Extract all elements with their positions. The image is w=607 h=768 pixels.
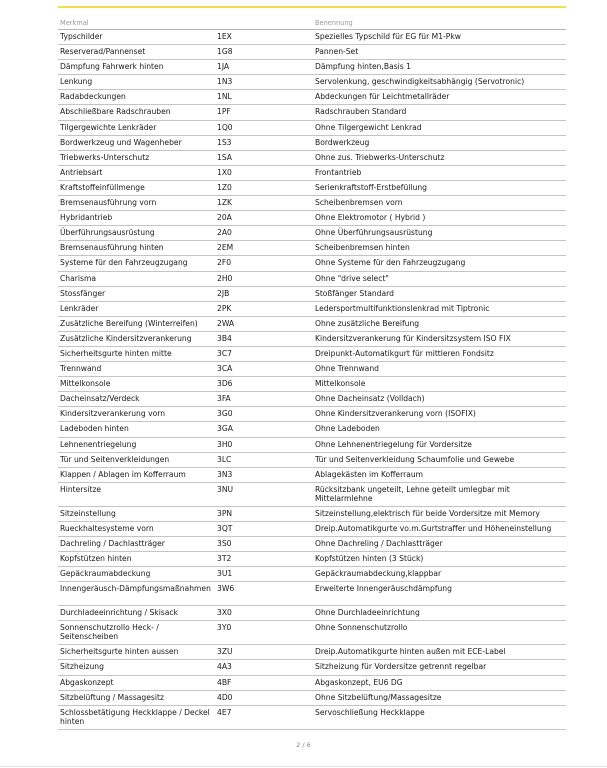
cell-code: 3ZU — [215, 645, 313, 660]
cell-description: Tür und Seitenverkleidung Schaumfolie und Gewebe — [313, 452, 566, 467]
cell-description: Kindersitzverankerung für Kindersitzsystem ISO FIX — [313, 331, 566, 346]
cell-feature: Lenkräder — [58, 301, 215, 316]
table-row — [58, 645, 566, 660]
cell-description: Ohne zus. Triebwerks-Unterschutz — [313, 150, 566, 165]
cell-description: Ablagekästen im Kofferraum — [313, 467, 566, 482]
cell-feature: Dämpfung Fahrwerk hinten — [58, 60, 215, 75]
table-row — [58, 346, 566, 361]
cell-code: 3B4 — [215, 331, 313, 346]
cell-feature: Sonnenschutzrollo Heck- / Seitenscheiben — [58, 621, 215, 645]
cell-code: 3H0 — [215, 437, 313, 452]
cell-code: 3Y0 — [215, 621, 313, 645]
table-row — [58, 621, 566, 645]
cell-description: Servoschließung Heckklappe — [313, 705, 566, 729]
cell-code: 3U1 — [215, 567, 313, 582]
cell-feature: Bordwerkzeug und Wagenheber — [58, 135, 215, 150]
cell-code: 1NL — [215, 90, 313, 105]
table-row — [58, 660, 566, 675]
table-row — [58, 521, 566, 536]
table-row — [58, 567, 566, 582]
cell-feature: Triebwerks-Unterschutz — [58, 150, 215, 165]
cell-code: 3QT — [215, 521, 313, 536]
table-body — [58, 30, 566, 730]
header-description: Benennung — [313, 16, 566, 30]
cell-description: Gepäckraumabdeckung,klappbar — [313, 567, 566, 582]
cell-code: 2A0 — [215, 226, 313, 241]
cell-feature: Mittelkonsole — [58, 377, 215, 392]
cell-feature: Sicherheitsgurte hinten mitte — [58, 346, 215, 361]
cell-feature: Kindersitzverankerung vorn — [58, 407, 215, 422]
cell-feature: Reserverad/Pannenset — [58, 45, 215, 60]
table-row — [58, 135, 566, 150]
cell-feature: Kraftstoffeinfüllmenge — [58, 180, 215, 195]
cell-feature: Durchladeeinrichtung / Skisack — [58, 606, 215, 621]
table-row — [58, 482, 566, 506]
cell-code: 1G8 — [215, 45, 313, 60]
cell-code: 3W6 — [215, 582, 313, 606]
table-row — [58, 180, 566, 195]
table-row — [58, 377, 566, 392]
table-row — [58, 422, 566, 437]
table-row — [58, 331, 566, 346]
accent-divider — [58, 6, 566, 8]
table-row — [58, 675, 566, 690]
table-row — [58, 552, 566, 567]
cell-description: Kopfstützen hinten (3 Stück) — [313, 552, 566, 567]
cell-code: 3PN — [215, 506, 313, 521]
cell-feature: Innengeräusch-Dämpfungsmaßnahmen — [58, 582, 215, 606]
table-row — [58, 256, 566, 271]
cell-description: Radschrauben Standard — [313, 105, 566, 120]
cell-feature: Bremsenausführung hinten — [58, 241, 215, 256]
cell-feature: Abgaskonzept — [58, 675, 215, 690]
cell-description: Ohne Durchladeeinrichtung — [313, 606, 566, 621]
cell-feature: Rueckhaltesysteme vorn — [58, 521, 215, 536]
cell-feature: Charisma — [58, 271, 215, 286]
table-row — [58, 690, 566, 705]
cell-description: Ohne Ladeboden — [313, 422, 566, 437]
table-row — [58, 75, 566, 90]
table-row — [58, 105, 566, 120]
table-row — [58, 316, 566, 331]
cell-code: 4A3 — [215, 660, 313, 675]
cell-feature: Tür und Seitenverkleidungen — [58, 452, 215, 467]
cell-description: Ohne Tilgergewicht Lenkrad — [313, 120, 566, 135]
cell-code: 3CA — [215, 362, 313, 377]
cell-feature: Dachreling / Dachlastträger — [58, 537, 215, 552]
table-header-row — [58, 16, 566, 30]
cell-description: Sitzheizung für Vordersitze getrennt regelbar — [313, 660, 566, 675]
cell-feature: Hintersitze — [58, 482, 215, 506]
table-row — [58, 407, 566, 422]
table-row — [58, 150, 566, 165]
table-row — [58, 392, 566, 407]
cell-code: 1N3 — [215, 75, 313, 90]
cell-code: 2JB — [215, 286, 313, 301]
cell-description: Rücksitzbank ungeteilt, Lehne geteilt umlegbar mit Mittelarmlehne — [313, 482, 566, 506]
table-row — [58, 241, 566, 256]
cell-code: 4D0 — [215, 690, 313, 705]
cell-code: 1Z0 — [215, 180, 313, 195]
cell-description: Erweiterte Innengeräuschdämpfung — [313, 582, 566, 606]
cell-description: Serienkraftstoff-Erstbefüllung — [313, 180, 566, 195]
cell-code: 3T2 — [215, 552, 313, 567]
cell-description: Ohne Dacheinsatz (Volldach) — [313, 392, 566, 407]
cell-feature: Schlossbetätigung Heckklappe / Deckel hinten — [58, 705, 215, 729]
table-row — [58, 211, 566, 226]
cell-feature: Lenkung — [58, 75, 215, 90]
cell-code: 3FA — [215, 392, 313, 407]
cell-code: 1PF — [215, 105, 313, 120]
cell-description: Stoßfänger Standard — [313, 286, 566, 301]
cell-code: 3NU — [215, 482, 313, 506]
cell-description: Pannen-Set — [313, 45, 566, 60]
table-row — [58, 165, 566, 180]
cell-feature: Zusätzliche Kindersitzverankerung — [58, 331, 215, 346]
cell-feature: Sitzeinstellung — [58, 506, 215, 521]
cell-description: Spezielles Typschild für EG für M1-Pkw — [313, 30, 566, 45]
cell-feature: Kopfstützen hinten — [58, 552, 215, 567]
cell-feature: Überführungsausrüstung — [58, 226, 215, 241]
cell-description: Ohne Überführungsausrüstung — [313, 226, 566, 241]
cell-code: 3C7 — [215, 346, 313, 361]
page-bottom-divider — [0, 766, 607, 767]
table-row — [58, 452, 566, 467]
cell-code: 1SA — [215, 150, 313, 165]
cell-description: Abgaskonzept, EU6 DG — [313, 675, 566, 690]
cell-feature: Typschilder — [58, 30, 215, 45]
cell-description: Dämpfung hinten,Basis 1 — [313, 60, 566, 75]
cell-code: 1Q0 — [215, 120, 313, 135]
cell-code: 3S0 — [215, 537, 313, 552]
cell-description: Ohne zusätzliche Bereifung — [313, 316, 566, 331]
cell-code: 3LC — [215, 452, 313, 467]
cell-feature: Trennwand — [58, 362, 215, 377]
table-row — [58, 506, 566, 521]
cell-description: Ledersportmultifunktionslenkrad mit Tiptronic — [313, 301, 566, 316]
cell-description: Dreip.Automatikgurte hinten außen mit ECE-Label — [313, 645, 566, 660]
table-row — [58, 362, 566, 377]
cell-description: Abdeckungen für Leichtmetallräder — [313, 90, 566, 105]
cell-code: 2H0 — [215, 271, 313, 286]
table-row — [58, 196, 566, 211]
cell-description: Ohne Kindersitzverankerung vorn (ISOFIX) — [313, 407, 566, 422]
table-row — [58, 226, 566, 241]
cell-description: Ohne Systeme für den Fahrzeugzugang — [313, 256, 566, 271]
page-indicator: 2 / 6 — [296, 741, 311, 749]
cell-description: Sitzeinstellung,elektrisch für beide Vordersitze mit Memory — [313, 506, 566, 521]
cell-code: 2PK — [215, 301, 313, 316]
cell-feature: Antriebsart — [58, 165, 215, 180]
table-row — [58, 45, 566, 60]
cell-feature: Sicherheitsgurte hinten aussen — [58, 645, 215, 660]
header-code — [215, 16, 313, 30]
cell-description: Servolenkung, geschwindigkeitsabhängig (Servotronic) — [313, 75, 566, 90]
cell-description: Dreipunkt-Automatikgurt für mittleren Fondsitz — [313, 346, 566, 361]
table-row — [58, 60, 566, 75]
cell-code: 4BF — [215, 675, 313, 690]
cell-feature: Hybridantrieb — [58, 211, 215, 226]
cell-code: 3GA — [215, 422, 313, 437]
table-row — [58, 90, 566, 105]
cell-feature: Sitzheizung — [58, 660, 215, 675]
cell-description: Ohne Trennwand — [313, 362, 566, 377]
cell-code: 20A — [215, 211, 313, 226]
cell-feature: Klappen / Ablagen im Kofferraum — [58, 467, 215, 482]
cell-feature: Dacheinsatz/Verdeck — [58, 392, 215, 407]
cell-description: Ohne Dachreling / Dachlastträger — [313, 537, 566, 552]
cell-feature: Radabdeckungen — [58, 90, 215, 105]
cell-description: Bordwerkzeug — [313, 135, 566, 150]
cell-code: 4E7 — [215, 705, 313, 729]
cell-description: Ohne Sonnenschutzrollo — [313, 621, 566, 645]
cell-feature: Zusätzliche Bereifung (Winterreifen) — [58, 316, 215, 331]
cell-feature: Bremsenausführung vorn — [58, 196, 215, 211]
cell-feature: Lehnenentriegelung — [58, 437, 215, 452]
table-row — [58, 467, 566, 482]
table-row — [58, 301, 566, 316]
table-row — [58, 606, 566, 621]
table-row — [58, 582, 566, 606]
equipment-table — [58, 16, 566, 730]
cell-feature: Ladeboden hinten — [58, 422, 215, 437]
cell-code: 1X0 — [215, 165, 313, 180]
cell-feature: Abschließbare Radschrauben — [58, 105, 215, 120]
cell-description: Ohne Lehnenentriegelung für Vordersitze — [313, 437, 566, 452]
table-row — [58, 537, 566, 552]
table-row — [58, 271, 566, 286]
cell-code: 2WA — [215, 316, 313, 331]
table-row — [58, 705, 566, 729]
cell-code: 1ZK — [215, 196, 313, 211]
cell-code: 1EX — [215, 30, 313, 45]
cell-code: 1JA — [215, 60, 313, 75]
cell-code: 2EM — [215, 241, 313, 256]
cell-description: Scheibenbremsen vorn — [313, 196, 566, 211]
cell-feature: Stossfänger — [58, 286, 215, 301]
cell-code: 2F0 — [215, 256, 313, 271]
table-row — [58, 437, 566, 452]
cell-code: 3G0 — [215, 407, 313, 422]
cell-description: Ohne "drive select" — [313, 271, 566, 286]
cell-description: Mittelkonsole — [313, 377, 566, 392]
cell-description: Ohne Sitzbelüftung/Massagesitze — [313, 690, 566, 705]
cell-description: Frontantrieb — [313, 165, 566, 180]
cell-code: 1S3 — [215, 135, 313, 150]
cell-feature: Sitzbelüftung / Massagesitz — [58, 690, 215, 705]
table-row — [58, 120, 566, 135]
cell-code: 3N3 — [215, 467, 313, 482]
table-row — [58, 286, 566, 301]
cell-code: 3X0 — [215, 606, 313, 621]
cell-feature: Gepäckraumabdeckung — [58, 567, 215, 582]
cell-feature: Tilgergewichte Lenkräder — [58, 120, 215, 135]
header-feature: Merkmal — [58, 16, 215, 30]
cell-code: 3D6 — [215, 377, 313, 392]
table-row — [58, 30, 566, 45]
cell-feature: Systeme für den Fahrzeugzugang — [58, 256, 215, 271]
cell-description: Dreip.Automatikgurte vo.m.Gurtstraffer und Höheneinstellung — [313, 521, 566, 536]
cell-description: Ohne Elektromotor ( Hybrid ) — [313, 211, 566, 226]
cell-description: Scheibenbremsen hinten — [313, 241, 566, 256]
